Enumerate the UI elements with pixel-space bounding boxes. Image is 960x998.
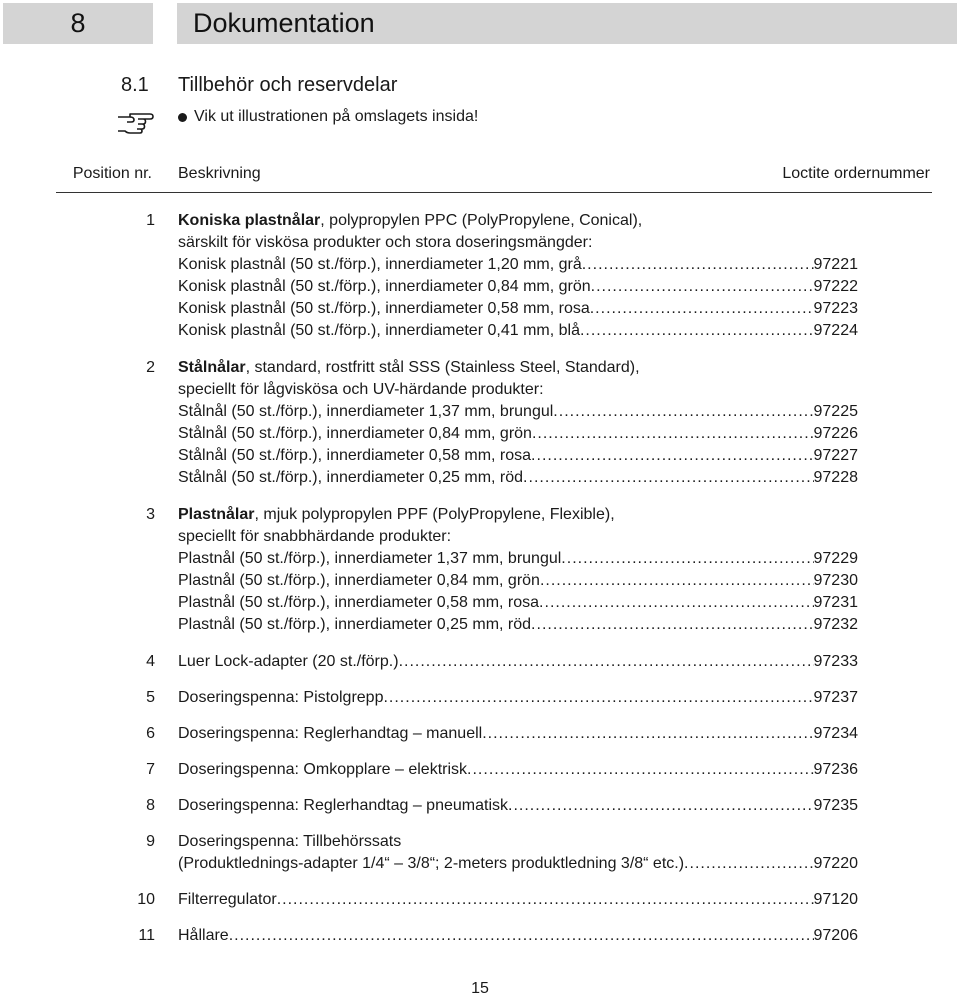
item-desc: , mjuk polypropylen PPF (PolyPropylene, Flexible), [254,506,615,523]
order-code: 97229 [813,550,858,567]
table-row-continuation [0,526,960,548]
note [178,108,478,126]
item-description [178,210,642,232]
dot-leader [467,759,813,781]
variant-text: Konisk plastnål (50 st./förp.), innerdiameter 0,41 mm, blå [178,322,580,339]
item-name: Koniska plastnålar [178,212,321,229]
dot-leader [539,592,813,614]
dot-leader [684,853,813,875]
table-row [0,795,960,817]
order-code: 97231 [813,594,858,611]
order-code: 97224 [813,322,858,339]
variant-text: Konisk plastnål (50 st./förp.), innerdiameter 0,84 mm, grön [178,278,591,295]
item-text: Luer Lock-adapter (20 st./förp.) [178,653,399,670]
position-number: 11 [138,927,155,944]
order-code: 97223 [813,300,858,317]
order-code: 97232 [813,616,858,633]
dot-leader [399,651,814,673]
header-order-number: Loctite ordernummer [782,165,930,182]
section-title: Tillbehör och reservdelar [178,74,398,96]
item-text: Filterregulator [178,891,277,908]
order-code: 97225 [813,403,858,420]
table-row-continuation [0,853,960,875]
item-extra: särskilt för viskösa produkter och stora doseringsmängder: [178,234,593,251]
order-code: 97233 [813,653,858,670]
item-text: Doseringspenna: Pistolgrepp [178,689,384,706]
table-row [0,651,960,673]
variant-row [0,548,960,570]
item-text: Hållare [178,927,229,944]
table-row [0,210,960,232]
position-number: 5 [146,689,155,706]
item-text: Doseringspenna: Reglerhandtag – manuell [178,725,483,742]
variant-row [0,298,960,320]
dot-leader [508,795,814,817]
variant-row [0,254,960,276]
variant-row [0,276,960,298]
variant-row [0,467,960,489]
variant-text: Plastnål (50 st./förp.), innerdiameter 0,25 mm, röd [178,616,532,633]
dot-leader [561,548,813,570]
variant-row [0,401,960,423]
bullet-icon [178,113,187,122]
dot-leader [590,298,814,320]
variant-text: Plastnål (50 st./förp.), innerdiameter 1,37 mm, brungul [178,550,562,567]
variant-row [0,445,960,467]
chapter-title: Dokumentation [177,3,957,44]
variant-row [0,423,960,445]
variant-text: Plastnål (50 st./förp.), innerdiameter 0,84 mm, grön [178,572,540,589]
table-row-continuation [0,379,960,401]
dot-leader [580,320,814,342]
item-text-line1: Doseringspenna: Tillbehörssats [178,833,402,850]
order-code: 97206 [813,927,858,944]
position-number: 7 [146,761,155,778]
pointing-hand-icon [116,108,154,134]
dot-leader [531,614,813,636]
table-row [0,759,960,781]
item-description [178,357,640,379]
dot-leader [383,687,813,709]
item-description [178,504,615,526]
item-text: (Produktlednings-adapter 1/4“ – 3/8“; 2-meters produktledning 3/8“ etc.) [178,855,685,872]
dot-leader [523,467,813,489]
dot-leader [540,570,814,592]
header-divider [56,192,932,193]
order-code: 97222 [813,278,858,295]
dot-leader [553,401,813,423]
item-extra: speciellt för snabbhärdande produkter: [178,528,452,545]
order-code: 97237 [813,689,858,706]
table-row-continuation [0,232,960,254]
order-code: 97235 [813,797,858,814]
item-desc: , polypropylen PPC (PolyPropylene, Conical), [320,212,643,229]
item-name: Stålnålar [178,359,246,376]
header-position: Position nr. [72,165,152,182]
order-code: 97234 [813,725,858,742]
order-code: 97228 [813,469,858,486]
position-number: 10 [137,891,155,908]
table-row [0,831,960,853]
variant-text: Stålnål (50 st./förp.), innerdiameter 1,37 mm, brungul [178,403,554,420]
order-code: 97220 [813,855,858,872]
dot-leader [531,445,813,467]
variant-text: Stålnål (50 st./förp.), innerdiameter 0,25 mm, röd [178,469,524,486]
variant-text: Konisk plastnål (50 st./förp.), innerdiameter 0,58 mm, rosa [178,300,590,317]
header-description: Beskrivning [178,165,261,182]
variant-row [0,614,960,636]
position-number: 8 [146,797,155,814]
order-code: 97236 [813,761,858,778]
position-number: 9 [146,833,155,850]
item-name: Plastnålar [178,506,255,523]
order-code: 97227 [813,447,858,464]
dot-leader [482,723,813,745]
dot-leader [532,423,814,445]
position-number: 2 [146,359,155,376]
order-code: 97230 [813,572,858,589]
variant-text: Plastnål (50 st./förp.), innerdiameter 0,58 mm, rosa [178,594,540,611]
page-number: 15 [471,980,489,997]
order-code: 97226 [813,425,858,442]
position-number: 6 [146,725,155,742]
item-extra: speciellt för lågviskösa och UV-härdande produkter: [178,381,544,398]
item-text: Doseringspenna: Omkopplare – elektrisk [178,761,468,778]
variant-row [0,320,960,342]
variant-row [0,592,960,614]
table-row [0,357,960,379]
table-row [0,889,960,911]
position-number: 3 [146,506,155,523]
note-text: Vik ut illustrationen på omslagets insida! [194,108,479,125]
table-row [0,925,960,947]
variant-row [0,570,960,592]
section-number: 8.1 [121,74,149,96]
dot-leader [582,254,814,276]
chapter-number: 8 [3,3,153,44]
table-row [0,723,960,745]
position-number: 4 [146,653,155,670]
position-number: 1 [146,212,155,229]
dot-leader [591,276,814,298]
dot-leader [277,889,814,911]
table-row [0,504,960,526]
variant-text: Stålnål (50 st./förp.), innerdiameter 0,84 mm, grön [178,425,532,442]
table-row [0,687,960,709]
order-code: 97120 [813,891,858,908]
variant-text: Konisk plastnål (50 st./förp.), innerdiameter 1,20 mm, grå [178,256,582,273]
order-code: 97221 [813,256,858,273]
variant-text: Stålnål (50 st./förp.), innerdiameter 0,58 mm, rosa [178,447,532,464]
item-desc: , standard, rostfritt stål SSS (Stainless Steel, Standard), [245,359,640,376]
item-text: Doseringspenna: Reglerhandtag – pneumatisk [178,797,508,814]
dot-leader [229,925,814,947]
